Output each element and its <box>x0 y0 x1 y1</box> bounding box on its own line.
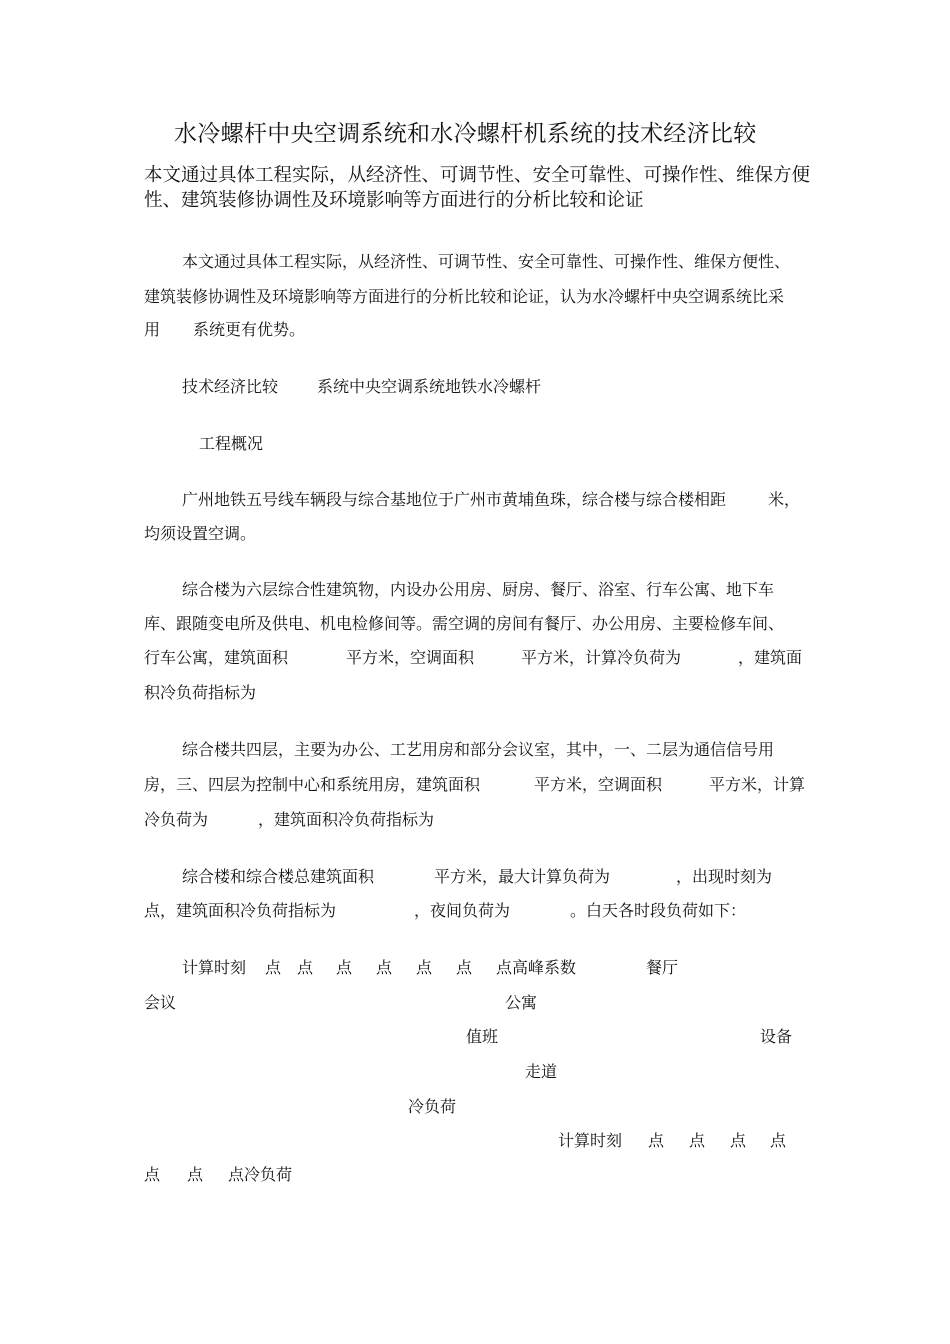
para2-line-2: 库、跟随变电所及供电、机电检修间等。需空调的房间有餐厅、办公用房、主要检修车间、 <box>144 614 785 633</box>
para3-line-2a: 房，三、四层为控制中心和系统用房，建筑面积 <box>144 775 481 794</box>
para4-line-2b: ，夜间负荷为 <box>414 901 511 920</box>
table-cell: 点 <box>770 1131 787 1150</box>
table-cell: 值班 <box>466 1027 499 1046</box>
section-heading: 工程概况 <box>199 434 264 453</box>
table-cell: 点冷负荷 <box>228 1165 293 1184</box>
summary-line-3: 用 <box>144 320 161 339</box>
table-cell: 公寓 <box>505 993 538 1012</box>
table-cell: 走道 <box>525 1062 558 1081</box>
table-cell: 冷负荷 <box>408 1097 457 1116</box>
para3-line-3a: 冷负荷为 <box>144 810 209 829</box>
abstract-line-1: 本文通过具体工程实际，从经济性、可调节性、安全可靠性、可操作性、维保方便 <box>144 165 811 186</box>
para4-line-1a: 综合楼和综合楼总建筑面积 <box>182 867 375 886</box>
para3-line-2c: 平方米，计算 <box>709 775 806 794</box>
para4-line-1c: ，出现时刻为 <box>676 867 773 886</box>
keyword-1: 技术经济比较 <box>182 377 279 396</box>
para4-line-2a: 点，建筑面积冷负荷指标为 <box>144 901 337 920</box>
abstract-line-2: 性、建筑装修协调性及环境影响等方面进行的分析比较和论证 <box>144 190 644 211</box>
para2-line-1: 综合楼为六层综合性建筑物，内设办公用房、厨房、餐厅、浴室、行车公寓、地下车 <box>182 580 775 599</box>
table-cell: 点 <box>689 1131 706 1150</box>
table-cell: 点 <box>376 958 393 977</box>
table-cell: 点 <box>187 1165 204 1184</box>
para4-line-2c: 。白天各时段负荷如下： <box>570 901 747 920</box>
table-cell: 点 <box>144 1165 161 1184</box>
table-cell: 计算时刻 <box>558 1131 623 1150</box>
para1-line-1: 广州地铁五号线车辆段与综合基地位于广州市黄埔鱼珠，综合楼与综合楼相距 <box>182 490 727 509</box>
para1-line-1b: 米， <box>768 490 801 509</box>
summary-line-2: 建筑装修协调性及环境影响等方面进行的分析比较和论证，认为水冷螺杆中央空调系统比采 <box>144 287 785 306</box>
para2-line-3b: 平方米，空调面积 <box>346 648 475 667</box>
para2-line-3d: ，建筑面 <box>738 648 803 667</box>
table-cell: 点 <box>456 958 473 977</box>
table-cell: 会议 <box>144 993 177 1012</box>
table-cell: 点 <box>336 958 353 977</box>
table-cell: 计算时刻 <box>182 958 247 977</box>
table-cell: 点 <box>265 958 282 977</box>
summary-line-3b: 系统更有优势。 <box>193 320 306 339</box>
table-cell: 点 <box>648 1131 665 1150</box>
para3-line-2b: 平方米，空调面积 <box>534 775 663 794</box>
document-title: 水冷螺杆中央空调系统和水冷螺杆机系统的技术经济比较 <box>174 121 757 147</box>
table-cell: 点 <box>416 958 433 977</box>
table-cell: 餐厅 <box>646 958 679 977</box>
table-cell: 点 <box>730 1131 747 1150</box>
para4-line-1b: 平方米，最大计算负荷为 <box>434 867 611 886</box>
table-cell: 点 <box>297 958 314 977</box>
keyword-2: 系统中央空调系统地铁水冷螺杆 <box>317 377 542 396</box>
para3-line-1: 综合楼共四层，主要为办公、工艺用房和部分会议室，其中，一、二层为通信信号用 <box>182 740 775 759</box>
table-cell: 点高峰系数 <box>496 958 577 977</box>
summary-line-1: 本文通过具体工程实际，从经济性、可调节性、安全可靠性、可操作性、维保方便性、 <box>182 252 791 271</box>
para2-line-4: 积冷负荷指标为 <box>144 683 257 702</box>
para3-line-3b: ，建筑面积冷负荷指标为 <box>258 810 435 829</box>
para2-line-3a: 行车公寓，建筑面积 <box>144 648 289 667</box>
para2-line-3c: 平方米，计算冷负荷为 <box>521 648 682 667</box>
para1-line-2: 均须设置空调。 <box>144 524 257 543</box>
table-cell: 设备 <box>760 1027 793 1046</box>
